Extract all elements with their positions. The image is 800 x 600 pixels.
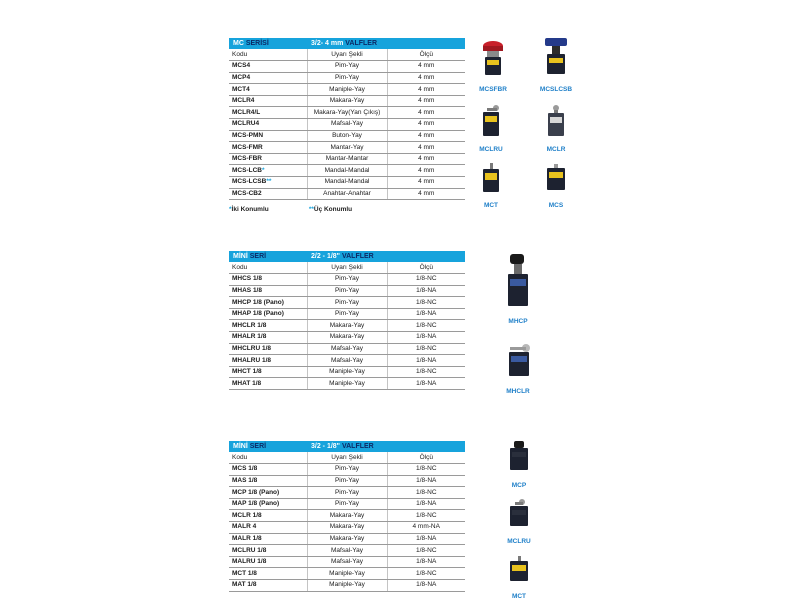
column-header-type: Uyarı Şekli (307, 49, 387, 61)
cell-type: Mantar-Yay (307, 142, 387, 154)
table-row (229, 475, 465, 487)
cell-code: MCP4 (229, 72, 307, 84)
product-mcsfbr (463, 38, 523, 93)
footnote-three-position: **Üç Konumlu (308, 206, 353, 213)
cell-type: Makara-Yay(Yan Çıkış) (307, 107, 387, 119)
column-header-size: Ölçü (387, 452, 465, 464)
table-row (229, 274, 465, 286)
product-mcslcsb (526, 36, 586, 93)
cell-type: Pim-Yay (307, 274, 387, 286)
table-row (229, 510, 465, 522)
cell-code: MCS-LCSB** (229, 177, 307, 189)
cell-size: 1/8-NA (387, 308, 465, 320)
cell-code: MCLR 1/8 (229, 510, 307, 522)
pin-valve-icon (541, 162, 571, 194)
mini-roller-valve-icon (500, 342, 536, 380)
mushroom-button-valve-icon (478, 38, 508, 78)
product-mct-mini (489, 555, 549, 600)
cell-type: Anahtar-Anahtar (307, 188, 387, 200)
column-header-size: Ölçü (387, 49, 465, 61)
cell-type: Pim-Yay (307, 285, 387, 297)
column-header-size: Ölçü (387, 262, 465, 274)
cell-code: MALR 4 (229, 522, 307, 534)
product-label: MCSFBR (479, 86, 507, 93)
table-row (229, 142, 465, 154)
cell-code: MHCLR 1/8 (229, 320, 307, 332)
cell-type: Mafsal-Yay (307, 343, 387, 355)
cell-size: 4 mm (387, 177, 465, 189)
cell-size: 1/8-NC (387, 343, 465, 355)
cell-code: MCLR4/L (229, 107, 307, 119)
cell-code: MHCS 1/8 (229, 274, 307, 286)
cell-size: 1/8-NC (387, 297, 465, 309)
cell-size: 1/8-NC (387, 545, 465, 557)
cell-size: 4 mm (387, 84, 465, 96)
cell-type: Makara-Yay (307, 510, 387, 522)
table-row (229, 84, 465, 96)
cell-size: 1/8-NC (387, 568, 465, 580)
cell-size: 1/8-NA (387, 580, 465, 592)
footnote-two-position: *İki Konumlu (229, 206, 269, 213)
product-mcp (489, 440, 549, 489)
cell-type: Mafsal-Yay (307, 545, 387, 557)
product-mct (461, 162, 521, 209)
cell-code: MCS-FMR (229, 142, 307, 154)
cell-size: 1/8-NA (387, 355, 465, 367)
cell-type: Pim-Yay (307, 498, 387, 510)
table-row (229, 580, 465, 592)
cell-type: Pim-Yay (307, 475, 387, 487)
mini-32-table-section (229, 441, 465, 592)
footnotes (229, 206, 352, 213)
mini-32-spec: 3/2 - 1/8" VALFLER (311, 443, 374, 450)
table-row (229, 177, 465, 189)
mini-panel-valve-icon (504, 440, 534, 474)
table-row (229, 366, 465, 378)
cell-size: 1/8-NC (387, 274, 465, 286)
column-header-type: Uyarı Şekli (307, 262, 387, 274)
cell-code: MCS-FBR (229, 153, 307, 165)
table-row (229, 308, 465, 320)
cell-size: 1/8-NC (387, 464, 465, 476)
mc-series-title: MC SERİSİ (233, 40, 269, 47)
table-row (229, 61, 465, 73)
cell-size: 4 mm (387, 188, 465, 200)
cell-code: MHALRU 1/8 (229, 355, 307, 367)
cell-type: Pim-Yay (307, 308, 387, 320)
column-header-code: Kodu (229, 262, 307, 274)
cell-code: MCP 1/8 (Pano) (229, 487, 307, 499)
table-row (229, 464, 465, 476)
mini-22-spec: 2/2 - 1/8" VALFLER (311, 253, 374, 260)
cell-type: Mandal-Mandal (307, 177, 387, 189)
mini-hinged-roller-valve-icon (504, 498, 534, 530)
table-row (229, 568, 465, 580)
table-row (229, 498, 465, 510)
cell-code: MCS 1/8 (229, 464, 307, 476)
cell-size: 4 mm (387, 119, 465, 131)
table-row (229, 153, 465, 165)
cell-type: Maniple-Yay (307, 378, 387, 390)
table-row (229, 119, 465, 131)
cell-code: MAS 1/8 (229, 475, 307, 487)
cell-code: MCT4 (229, 84, 307, 96)
cell-size: 4 mm (387, 165, 465, 177)
table-row (229, 165, 465, 177)
cell-type: Maniple-Yay (307, 568, 387, 580)
cell-type: Pim-Yay (307, 61, 387, 73)
mc-series-header (229, 38, 465, 49)
cell-code: MHCP 1/8 (Pano) (229, 297, 307, 309)
product-label: MCSLCSB (539, 86, 573, 93)
table-column-header-row (229, 452, 465, 464)
three-position-mark: ** (266, 178, 272, 186)
product-label: MHCP (508, 318, 528, 325)
cell-type: Buton-Yay (307, 130, 387, 142)
column-header-type: Uyarı Şekli (307, 452, 387, 464)
cell-code: MHCLRU 1/8 (229, 343, 307, 355)
cell-code: MCLRU 1/8 (229, 545, 307, 557)
product-label: MCLRU (507, 538, 531, 545)
cell-code: MALR 1/8 (229, 533, 307, 545)
hinged-roller-valve-icon (476, 104, 506, 138)
table-row (229, 522, 465, 534)
cell-size: 4 mm (387, 61, 465, 73)
cell-code: MCLR4 (229, 95, 307, 107)
table-row (229, 188, 465, 200)
cell-code: MCLRU4 (229, 119, 307, 131)
cell-code: MHAT 1/8 (229, 378, 307, 390)
cell-code: MHALR 1/8 (229, 332, 307, 344)
cell-type: Mafsal-Yay (307, 119, 387, 131)
cell-size: 1/8-NA (387, 475, 465, 487)
cell-code: MCT 1/8 (229, 568, 307, 580)
cell-type: Maniple-Yay (307, 84, 387, 96)
cell-type: Makara-Yay (307, 95, 387, 107)
mini-22-table (229, 262, 465, 390)
table-row (229, 332, 465, 344)
cell-size: 1/8-NC (387, 487, 465, 499)
table-row (229, 378, 465, 390)
mini-22-header (229, 251, 465, 262)
cell-size: 1/8-NA (387, 378, 465, 390)
product-label: MCS (548, 202, 564, 209)
mini-32-series-title: MİNİ SERİ (233, 443, 267, 450)
column-header-code: Kodu (229, 452, 307, 464)
product-label: MCLR (546, 146, 566, 153)
table-row (229, 556, 465, 568)
cell-size: 4 mm (387, 107, 465, 119)
cell-type: Pim-Yay (307, 487, 387, 499)
cell-code: MHCT 1/8 (229, 366, 307, 378)
cell-code: MALRU 1/8 (229, 556, 307, 568)
cell-type: Pim-Yay (307, 464, 387, 476)
product-label: MCLRU (479, 146, 503, 153)
cell-type: Maniple-Yay (307, 366, 387, 378)
column-header-code: Kodu (229, 49, 307, 61)
mc-series-table (229, 49, 465, 200)
cell-code: MHAS 1/8 (229, 285, 307, 297)
cell-type: Mafsal-Yay (307, 355, 387, 367)
cell-size: 4 mm (387, 72, 465, 84)
table-row (229, 533, 465, 545)
table-row (229, 107, 465, 119)
product-label: MCT (483, 202, 499, 209)
cell-code: MCS-LCB* (229, 165, 307, 177)
product-label: MCP (511, 482, 527, 489)
table-row (229, 545, 465, 557)
table-column-header-row (229, 262, 465, 274)
cell-size: 4 mm (387, 153, 465, 165)
cell-size: 1/8-NA (387, 533, 465, 545)
product-label: MHCLR (506, 388, 530, 395)
mini-22-table-section (229, 251, 465, 390)
cell-type: Mantar-Mantar (307, 153, 387, 165)
product-mclr (526, 104, 586, 153)
cell-code: MCS-PMN (229, 130, 307, 142)
mini-32-table (229, 452, 465, 592)
cell-code: MCS-CB2 (229, 188, 307, 200)
product-mclru-mini (489, 498, 549, 545)
lever-valve-icon (541, 36, 571, 78)
table-row (229, 343, 465, 355)
cell-size: 1/8-NA (387, 332, 465, 344)
cell-size: 1/8-NC (387, 510, 465, 522)
table-column-header-row (229, 49, 465, 61)
cell-size: 1/8-NA (387, 556, 465, 568)
mc-series-spec: 3/2- 4 mm VALFLER (311, 40, 377, 47)
cell-code: MHAP 1/8 (Pano) (229, 308, 307, 320)
table-row (229, 487, 465, 499)
product-label: MCT (511, 593, 527, 600)
cell-type: Mafsal-Yay (307, 556, 387, 568)
cell-size: 4 mm (387, 95, 465, 107)
product-mclru (461, 104, 521, 153)
cell-size: 1/8-NA (387, 498, 465, 510)
cell-size: 4 mm-NA (387, 522, 465, 534)
two-position-mark: * (261, 166, 265, 174)
mc-series-table-section (229, 38, 465, 200)
cell-type: Mandal-Mandal (307, 165, 387, 177)
cell-size: 1/8-NC (387, 366, 465, 378)
mini-32-header (229, 441, 465, 452)
table-row (229, 95, 465, 107)
cell-code: MCS4 (229, 61, 307, 73)
table-row (229, 130, 465, 142)
table-row (229, 355, 465, 367)
toggle-valve-icon (476, 162, 506, 194)
roller-valve-icon (541, 104, 571, 138)
cell-type: Makara-Yay (307, 332, 387, 344)
cell-type: Pim-Yay (307, 72, 387, 84)
table-row (229, 297, 465, 309)
table-row (229, 285, 465, 297)
product-mhclr (488, 342, 548, 395)
mini-22-series-title: MİNİ SERİ (233, 253, 267, 260)
product-mcs (526, 162, 586, 209)
cell-code: MAT 1/8 (229, 580, 307, 592)
panel-pin-valve-icon (500, 252, 536, 310)
cell-code: MAP 1/8 (Pano) (229, 498, 307, 510)
cell-size: 1/8-NA (387, 285, 465, 297)
product-mhcp (488, 252, 548, 325)
cell-type: Maniple-Yay (307, 580, 387, 592)
cell-type: Pim-Yay (307, 297, 387, 309)
cell-size: 4 mm (387, 130, 465, 142)
cell-type: Makara-Yay (307, 533, 387, 545)
table-row (229, 72, 465, 84)
cell-type: Makara-Yay (307, 320, 387, 332)
cell-type: Makara-Yay (307, 522, 387, 534)
cell-size: 1/8-NC (387, 320, 465, 332)
table-row (229, 320, 465, 332)
mini-toggle-valve-icon (504, 555, 534, 585)
cell-size: 4 mm (387, 142, 465, 154)
